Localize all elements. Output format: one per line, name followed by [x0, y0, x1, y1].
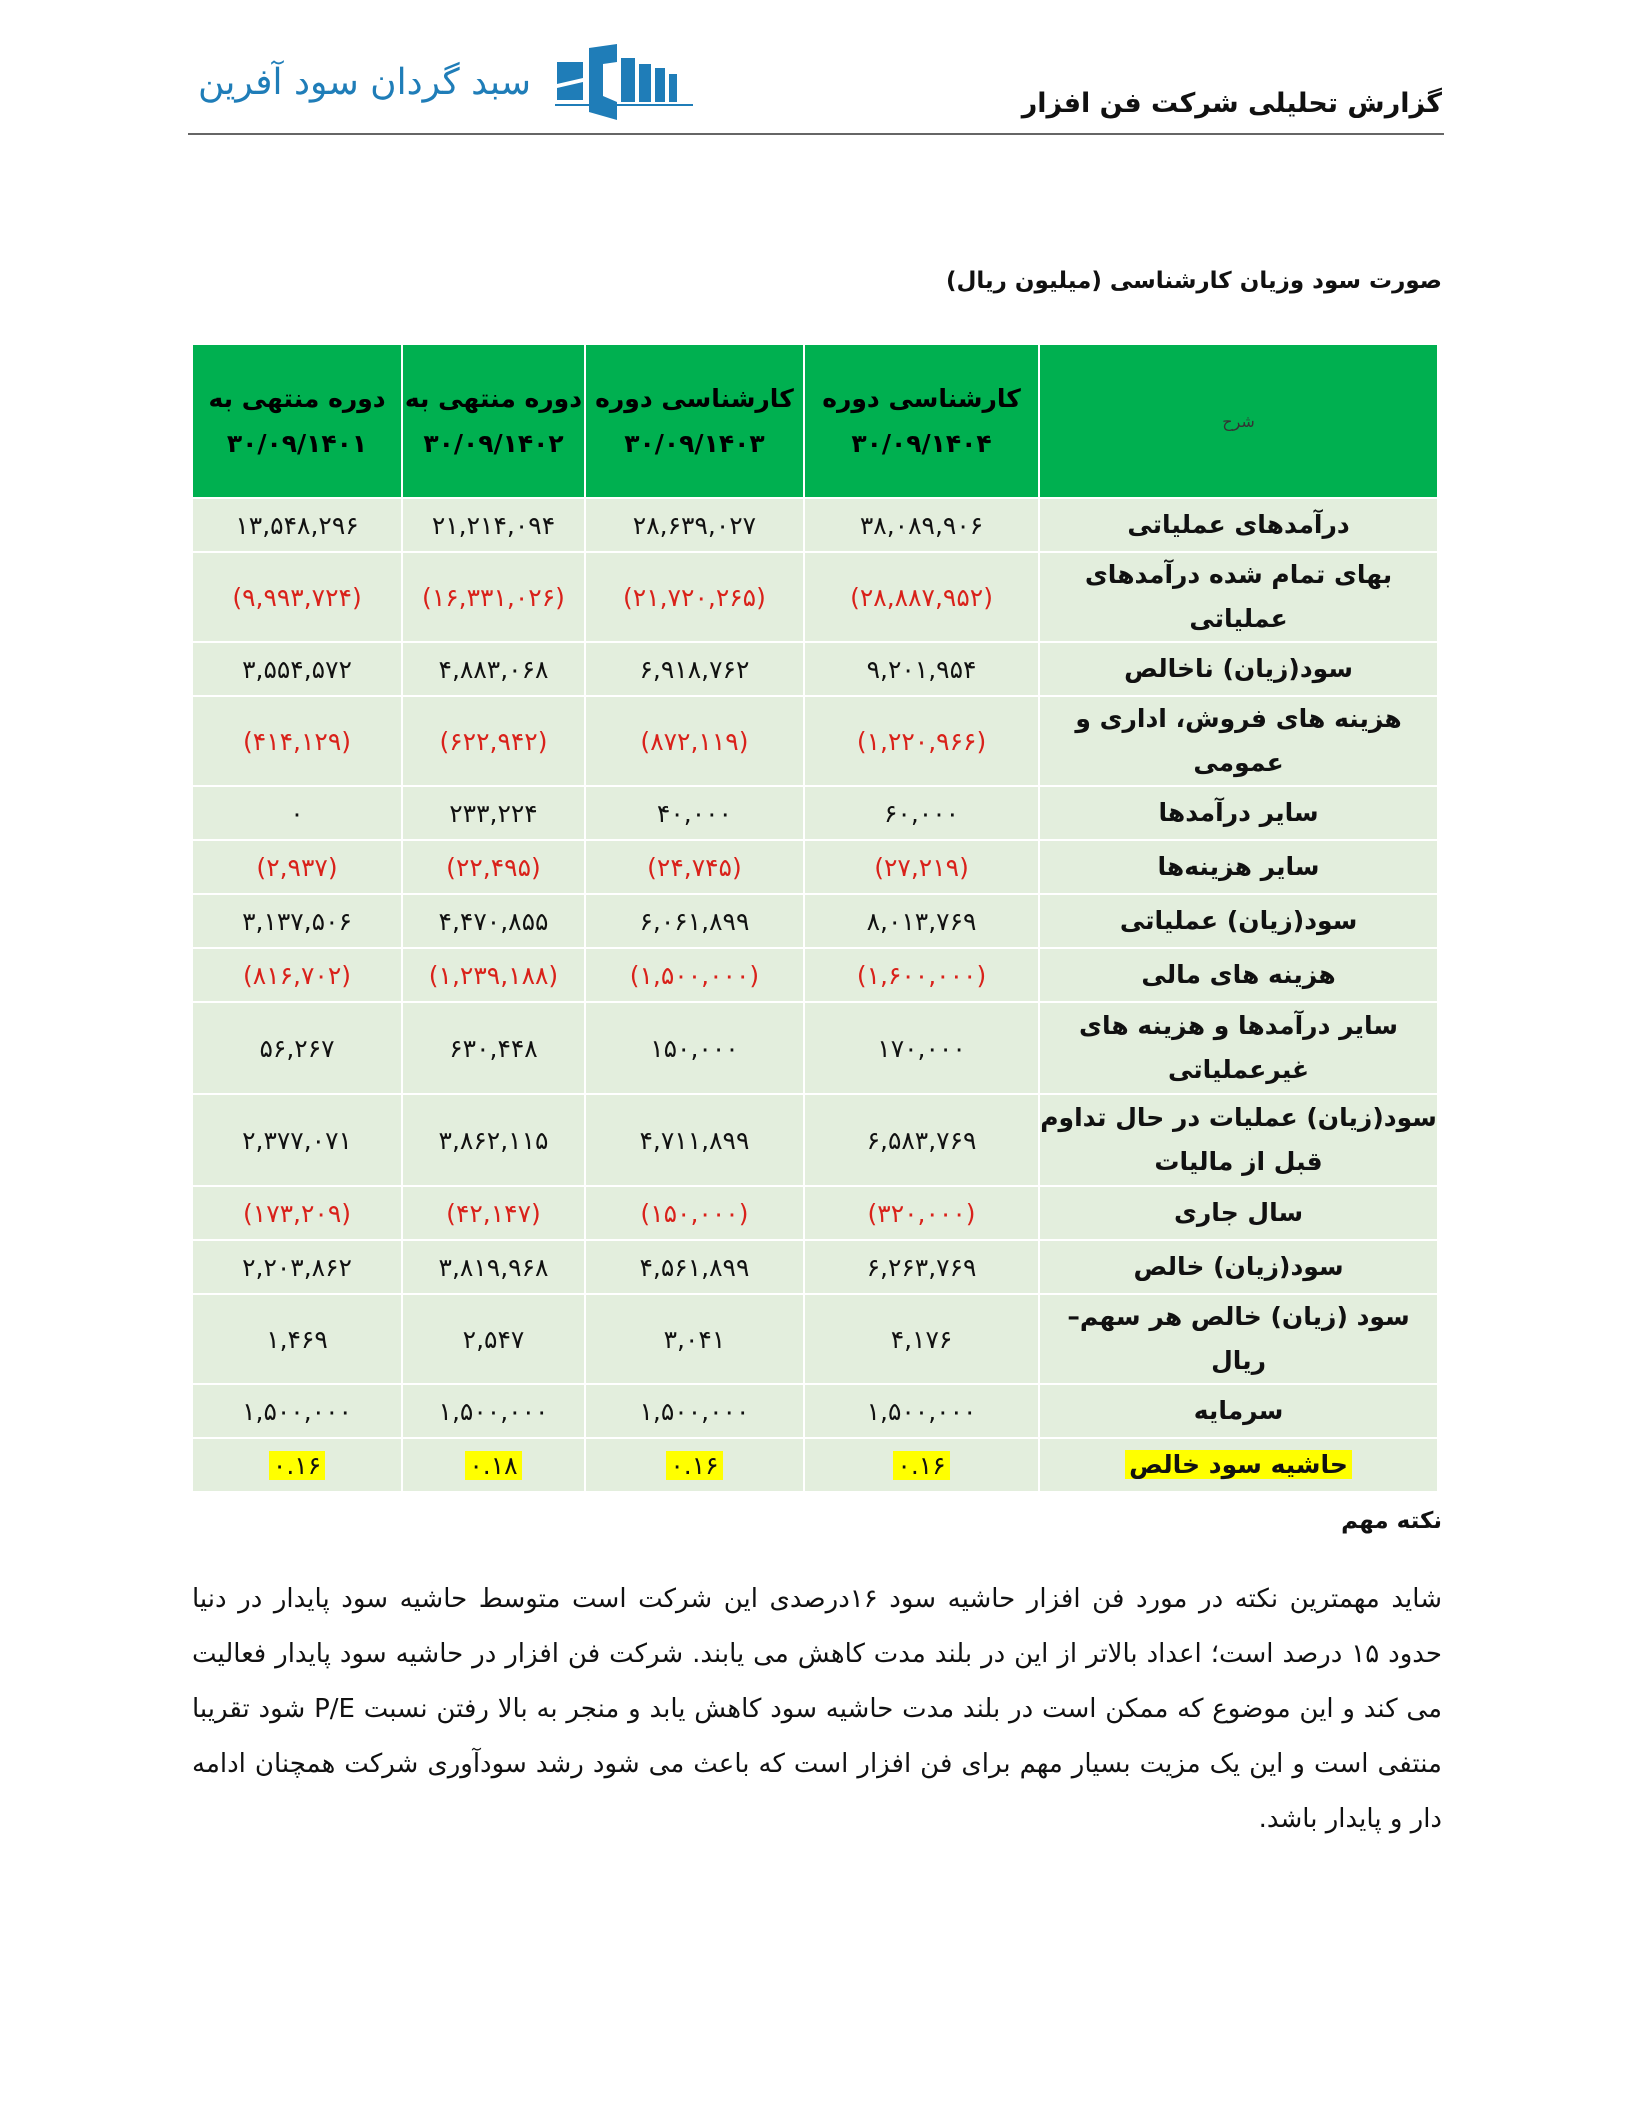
section-title: صورت سود وزیان کارشناسی (میلیون ریال) — [945, 268, 1442, 294]
table-cell: ۴,۸۸۳,۰۶۸ — [402, 642, 585, 696]
table-cell: (۱۵۰,۰۰۰) — [585, 1186, 804, 1240]
table-cell: (۲۷,۲۱۹) — [804, 840, 1039, 894]
table-row — [192, 948, 1438, 1002]
header-divider — [188, 133, 1444, 135]
table-row — [192, 1186, 1438, 1240]
table-cell: (۲۲,۴۹۵) — [402, 840, 585, 894]
table-cell: ۲۳۳,۲۲۴ — [402, 786, 585, 840]
table-cell: ۱۷۰,۰۰۰ — [804, 1002, 1039, 1094]
table-cell: ۶۰,۰۰۰ — [804, 786, 1039, 840]
table-row — [192, 1384, 1438, 1438]
table-cell: ۶,۹۱۸,۷۶۲ — [585, 642, 804, 696]
row-label: سایر درآمدها — [1039, 786, 1438, 840]
row-label: سود(زیان) خالص — [1039, 1240, 1438, 1294]
row-label — [1039, 1438, 1438, 1492]
row-label: درآمدهای عملیاتی — [1039, 498, 1438, 552]
table-cell: ۴,۵۶۱,۸۹۹ — [585, 1240, 804, 1294]
note-title: نکته مهم — [1341, 1508, 1442, 1534]
column-header-1402: دوره منتهی به ۳۰/۰۹/۱۴۰۲ — [402, 344, 585, 498]
table-cell: (۲۸,۸۸۷,۹۵۲) — [804, 552, 1039, 642]
table-cell: ۲,۳۷۷,۰۷۱ — [192, 1094, 402, 1186]
table-cell: (۸۱۶,۷۰۲) — [192, 948, 402, 1002]
table-cell: (۸۷۲,۱۱۹) — [585, 696, 804, 786]
row-label: هزینه های فروش، اداری و عمومی — [1039, 696, 1438, 786]
table-cell: (۴۱۴,۱۲۹) — [192, 696, 402, 786]
income-statement-table — [191, 343, 1439, 1493]
table-cell: ۳,۸۱۹,۹۶۸ — [402, 1240, 585, 1294]
table-cell: ۱۵۰,۰۰۰ — [585, 1002, 804, 1094]
table-cell: ۲۸,۶۳۹,۰۲۷ — [585, 498, 804, 552]
table-row — [192, 642, 1438, 696]
table-cell: (۱,۶۰۰,۰۰۰) — [804, 948, 1039, 1002]
table-cell: ۸,۰۱۳,۷۶۹ — [804, 894, 1039, 948]
table-cell: ۲۱,۲۱۴,۰۹۴ — [402, 498, 585, 552]
column-header-1403: کارشناسی دوره ۳۰/۰۹/۱۴۰۳ — [585, 344, 804, 498]
table-cell: ۶,۵۸۳,۷۶۹ — [804, 1094, 1039, 1186]
row-label: بهای تمام شده درآمدهای عملیاتی — [1039, 552, 1438, 642]
table-cell: ۱,۵۰۰,۰۰۰ — [804, 1384, 1039, 1438]
table-cell: (۱,۲۳۹,۱۸۸) — [402, 948, 585, 1002]
table-cell: ۳,۸۶۲,۱۱۵ — [402, 1094, 585, 1186]
table-cell: ۴۰,۰۰۰ — [585, 786, 804, 840]
row-label: سال جاری — [1039, 1186, 1438, 1240]
table-row-highlight — [192, 1438, 1438, 1492]
table-cell: ۳,۱۳۷,۵۰۶ — [192, 894, 402, 948]
table-row — [192, 786, 1438, 840]
table-cell: (۲۴,۷۴۵) — [585, 840, 804, 894]
table-cell: (۴۲,۱۴۷) — [402, 1186, 585, 1240]
table-cell: ۲,۵۴۷ — [402, 1294, 585, 1384]
table-cell: ۱۳,۵۴۸,۲۹۶ — [192, 498, 402, 552]
table-cell: (۲,۹۳۷) — [192, 840, 402, 894]
table-cell: ۶,۰۶۱,۸۹۹ — [585, 894, 804, 948]
table-row — [192, 1002, 1438, 1094]
table-cell: ۴,۱۷۶ — [804, 1294, 1039, 1384]
table-row — [192, 840, 1438, 894]
table-row — [192, 552, 1438, 642]
table-cell: (۳۲۰,۰۰۰) — [804, 1186, 1039, 1240]
column-header-1404: کارشناسی دوره ۳۰/۰۹/۱۴۰۴ — [804, 344, 1039, 498]
company-logo — [198, 44, 695, 120]
row-label: هزینه های مالی — [1039, 948, 1438, 1002]
table-header-row — [192, 344, 1438, 498]
column-header-description: شرح — [1039, 344, 1438, 498]
highlighted-text: حاشیه سود خالص — [1125, 1450, 1352, 1479]
table-cell: ۲,۲۰۳,۸۶۲ — [192, 1240, 402, 1294]
highlighted-value: ۰.۱۸ — [465, 1451, 521, 1480]
table-cell: ۴,۴۷۰,۸۵۵ — [402, 894, 585, 948]
table-row — [192, 1240, 1438, 1294]
highlighted-value: ۰.۱۶ — [269, 1451, 325, 1480]
highlighted-value: ۰.۱۶ — [666, 1451, 722, 1480]
table-row — [192, 894, 1438, 948]
row-label: سود(زیان) عملیاتی — [1039, 894, 1438, 948]
table-cell: ۱,۵۰۰,۰۰۰ — [402, 1384, 585, 1438]
table-cell: (۱۶,۳۳۱,۰۲۶) — [402, 552, 585, 642]
table-cell: ۳۸,۰۸۹,۹۰۶ — [804, 498, 1039, 552]
note-paragraph: شاید مهمترین نکته در مورد فن افزار حاشیه سود ۱۶درصدی این شرکت است متوسط حاشیه سود پایدار در دنیا حدود ۱۵ درصد است؛ اعداد بالاتر از این در بلند مدت کاهش می یابند. شرکت فن افزار در حاشیه سود پایدار فعالیت می کند و این موضوع که ممکن است در بلند مدت حاشیه سود کاهش یابد و منجر به بالا رفتن نسبت P/E شود تقریبا منتفی است و این یک مزیت بسیار مهم برای فن افزار است که باعث می شود رشد سودآوری شرکت همچنان ادامه دار و پایدار باشد. — [192, 1584, 1443, 1834]
row-label: سود(زیان) عملیات در حال تداوم قبل از مالیات — [1039, 1094, 1438, 1186]
table-cell: (۶۲۲,۹۴۲) — [402, 696, 585, 786]
building-logo-icon — [555, 44, 695, 120]
table-cell: ۹,۲۰۱,۹۵۴ — [804, 642, 1039, 696]
table-cell: ۱,۵۰۰,۰۰۰ — [192, 1384, 402, 1438]
row-label: سود(زیان) ناخالص — [1039, 642, 1438, 696]
row-label: سود (زیان) خالص هر سهم– ریال — [1039, 1294, 1438, 1384]
report-title: گزارش تحلیلی شرکت فن افزار — [1021, 88, 1442, 119]
row-label: سرمایه — [1039, 1384, 1438, 1438]
table-cell: ۱,۵۰۰,۰۰۰ — [585, 1384, 804, 1438]
table-row — [192, 498, 1438, 552]
column-header-1401: دوره منتهی به ۳۰/۰۹/۱۴۰۱ — [192, 344, 402, 498]
table-cell: (۱,۲۲۰,۹۶۶) — [804, 696, 1039, 786]
table-cell: ۵۶,۲۶۷ — [192, 1002, 402, 1094]
table-cell — [585, 1438, 804, 1492]
table-row — [192, 1094, 1438, 1186]
row-label: سایر هزینه‌ها — [1039, 840, 1438, 894]
table-cell: ۳,۵۵۴,۵۷۲ — [192, 642, 402, 696]
table-cell: ۳,۰۴۱ — [585, 1294, 804, 1384]
table-cell: (۲۱,۷۲۰,۲۶۵) — [585, 552, 804, 642]
table-cell — [402, 1438, 585, 1492]
table-row — [192, 696, 1438, 786]
table-cell: (۱,۵۰۰,۰۰۰) — [585, 948, 804, 1002]
table-cell: ۱,۴۶۹ — [192, 1294, 402, 1384]
table-cell — [192, 1438, 402, 1492]
table-cell: (۱۷۳,۲۰۹) — [192, 1186, 402, 1240]
table-cell: ۴,۷۱۱,۸۹۹ — [585, 1094, 804, 1186]
row-label: سایر درآمدها و هزینه های غیرعملیاتی — [1039, 1002, 1438, 1094]
highlighted-value: ۰.۱۶ — [893, 1451, 949, 1480]
table-cell: (۹,۹۹۳,۷۲۴) — [192, 552, 402, 642]
table-cell: ۰ — [192, 786, 402, 840]
table-cell — [804, 1438, 1039, 1492]
logo-text: سبد گردان سود آفرین — [198, 61, 532, 103]
table-cell: ۶۳۰,۴۴۸ — [402, 1002, 585, 1094]
table-row — [192, 1294, 1438, 1384]
table-cell: ۶,۲۶۳,۷۶۹ — [804, 1240, 1039, 1294]
